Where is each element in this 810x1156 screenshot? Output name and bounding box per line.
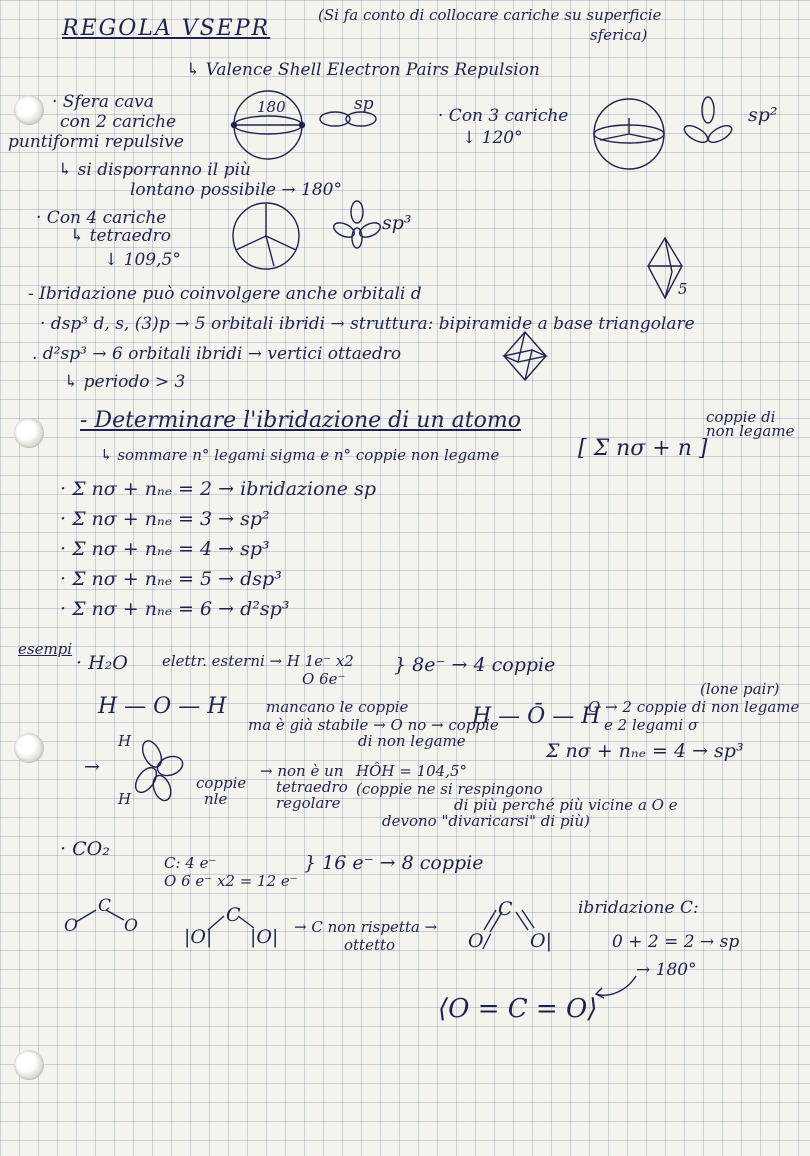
- co2-double-o-left: O/: [468, 930, 490, 952]
- co2-skeleton-o-right: O: [124, 916, 138, 936]
- ibrid-c-calc: 0 + 2 = 2 → sp: [612, 932, 740, 952]
- four-charges-label: · Con 4 cariche: [36, 208, 167, 228]
- octahedron-drawing: [500, 330, 550, 382]
- repulsion-line2: di più perché più vicine a O e: [454, 796, 678, 814]
- determine-heading: - Determinare l'ibridazione di un atomo: [80, 408, 521, 433]
- curved-arrow: [590, 972, 640, 1002]
- mancano-line1: mancano le coppie: [266, 698, 409, 716]
- coppie-nle-line2: nle: [204, 790, 228, 808]
- co2-skeleton-c: C: [98, 896, 112, 916]
- angle-180-label: 180: [257, 98, 286, 116]
- repulsion-line3: devono "divaricarsi" di più): [382, 812, 590, 830]
- h2o-sum-result: Σ nσ + nₙₑ = 4 → sp³: [546, 740, 744, 762]
- co2-skeleton-o-left: O: [64, 916, 78, 936]
- sp-label: sp: [354, 94, 374, 114]
- h2o-sketch-h-bottom: H: [118, 790, 132, 808]
- five-label: 5: [678, 280, 688, 298]
- ibrid-c-angle: → 180°: [636, 960, 697, 980]
- h-o-h-lone-structure: H — Ō — H: [472, 704, 601, 729]
- sp2-orbital-drawing: [680, 96, 736, 152]
- h2o-label: · H₂O: [76, 652, 128, 674]
- dispose-line2: lontano possibile → 180°: [130, 180, 342, 200]
- sum-instruction: ↳ sommare n° legami sigma e n° coppie non legame: [100, 446, 500, 464]
- rule-row: · Σ nσ + nₙₑ = 3 → sp²: [60, 508, 270, 530]
- rule-row: · Σ nσ + nₙₑ = 2 → ibridazione sp: [60, 478, 376, 500]
- repulsion-line1: (coppie ne si respingono: [356, 780, 543, 798]
- sphere-4-charges-drawing: [226, 200, 306, 272]
- title-note-line1: (Si fa conto di collocare cariche su superficie: [318, 6, 662, 24]
- periodo-note: ↳ periodo > 3: [64, 372, 186, 392]
- dispose-line1: ↳ si disporranno il più: [58, 160, 251, 180]
- tetrahedron-label: ↳ tetraedro: [70, 226, 171, 246]
- co2-electrons-line1: C: 4 e⁻: [164, 854, 217, 872]
- h-o-h-structure: H — O — H: [98, 694, 227, 719]
- co2-lewis-o-right: |O|: [250, 926, 279, 948]
- co2-lewis-bonds: [200, 908, 270, 934]
- mancano-line3: di non legame: [358, 732, 466, 750]
- angle-1095-label: ↓ 109,5°: [104, 250, 181, 270]
- dsp3-line: · dsp³ d, s, (3)p → 5 orbitali ibridi → struttura: bipiramide a base triangolare: [40, 314, 695, 334]
- sphere-3-charges-drawing: [588, 96, 670, 172]
- binder-hole: [14, 1050, 44, 1080]
- three-charges-label: · Con 3 cariche: [438, 106, 569, 126]
- sp3-orbital-drawing: [332, 200, 382, 250]
- mancano-line2: ma è già stabile → O no → coppie: [248, 716, 499, 734]
- h2o-electrons-line1: elettr. esterni → H 1e⁻ x2: [162, 652, 354, 670]
- o-pairs-line1: O → 2 coppie di non legame: [588, 698, 800, 716]
- co2-electrons-line2: O 6 e⁻ x2 = 12 e⁻: [164, 872, 298, 890]
- acronym-expansion: ↳ Valence Shell Electron Pairs Repulsion: [186, 60, 540, 80]
- co2-electrons-result: } 16 e⁻ → 8 coppie: [304, 852, 484, 874]
- h2o-sketch-h-top: H: [118, 732, 132, 750]
- non-tetraedro-line1: → non è un: [260, 762, 344, 780]
- coppie-nle-line1: coppie: [196, 774, 247, 792]
- co2-final-structure: ⟨O = C = O⟩: [438, 994, 598, 1024]
- c-non-rispetta-line1: → C non rispetta →: [294, 918, 438, 936]
- sphere-text-line2: con 2 cariche: [60, 112, 177, 132]
- d2sp3-line: . d²sp³ → 6 orbitali ibridi → vertici ottaedro: [32, 344, 402, 364]
- co2-double-c: C: [498, 898, 513, 920]
- binder-hole: [14, 733, 44, 763]
- binder-hole: [14, 95, 44, 125]
- angle-120-label: ↓ 120°: [462, 128, 523, 148]
- hoh-angle: HÔH = 104,5°: [356, 762, 468, 780]
- page-title: REGOLA VSEPR: [62, 16, 271, 41]
- sp3-label: sp³: [382, 212, 412, 234]
- co2-skeleton-bonds: [70, 906, 130, 926]
- c-non-rispetta-line2: ottetto: [344, 936, 396, 954]
- sphere-text-line1: · Sfera cava: [52, 92, 154, 112]
- co2-lewis-o-left: |O|: [184, 926, 213, 948]
- ibrid-d-heading: - Ibridazione può coinvolgere anche orbitali d: [28, 284, 422, 304]
- non-tetraedro-line3: regolare: [276, 794, 341, 812]
- lone-pair-note: (lone pair): [700, 680, 780, 698]
- coppie-note: coppie di non legame: [706, 408, 795, 440]
- co2-label: · CO₂: [60, 838, 110, 860]
- rule-row: · Σ nσ + nₙₑ = 5 → dsp³: [60, 568, 282, 590]
- sp2-label: sp²: [748, 104, 778, 126]
- co2-double-o-right: O|: [530, 930, 552, 952]
- sphere-text-line3: puntiformi repulsive: [8, 132, 184, 152]
- arrow-glyph: →: [84, 756, 100, 778]
- rule-row: · Σ nσ + nₙₑ = 6 → d²sp³: [60, 598, 290, 620]
- h2o-electrons-result: } 8e⁻ → 4 coppie: [394, 654, 556, 676]
- esempi-label: esempi: [18, 640, 73, 658]
- co2-lewis-c: C: [226, 904, 241, 926]
- title-note-line2: sferica): [590, 26, 648, 44]
- o-pairs-line2: e 2 legami σ: [604, 716, 699, 734]
- h2o-electrons-line2: O 6e⁻: [302, 670, 346, 688]
- ibrid-c-heading: ibridazione C:: [578, 898, 699, 918]
- co2-double-bonds: [476, 904, 546, 934]
- binder-hole: [14, 418, 44, 448]
- rule-row: · Σ nσ + nₙₑ = 4 → sp³: [60, 538, 270, 560]
- non-tetraedro-line2: tetraedro: [276, 778, 348, 796]
- sum-formula: [ Σ nσ + n ]: [578, 436, 708, 461]
